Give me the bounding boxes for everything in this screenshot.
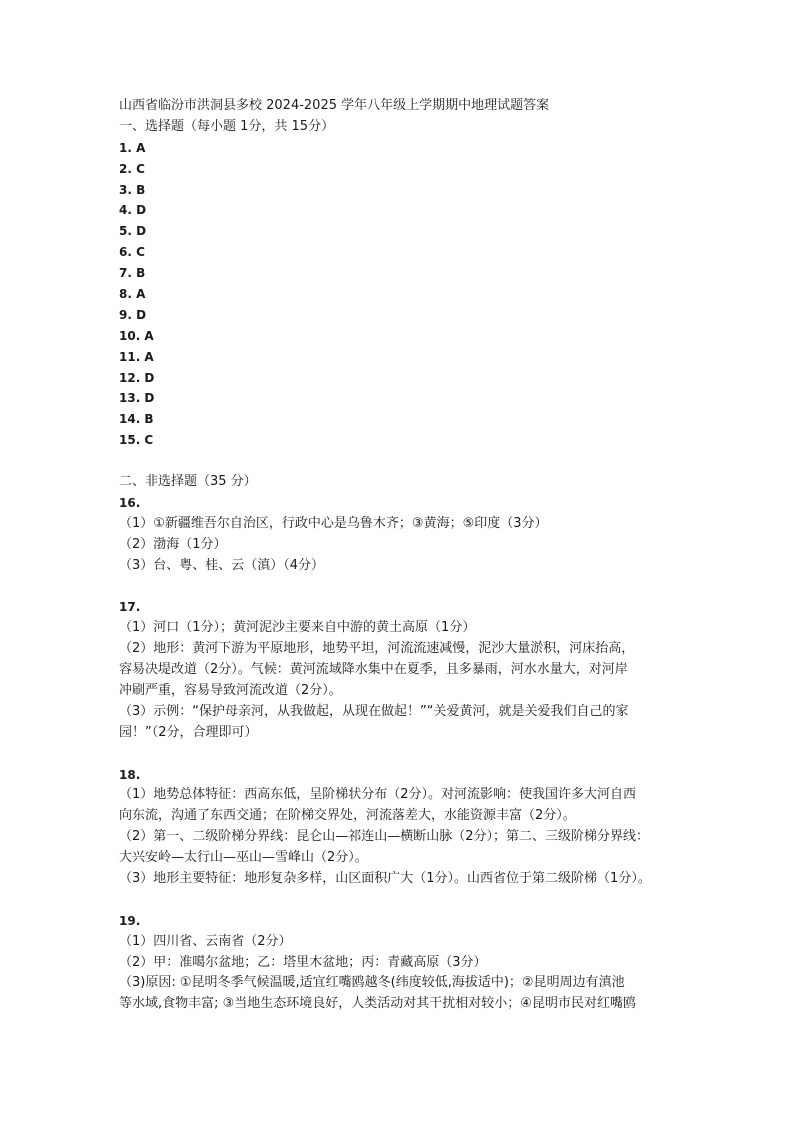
choice-answer: 2. C bbox=[119, 161, 145, 176]
question-18 bbox=[119, 765, 719, 890]
answer-line: 冲刷严重，容易导致河流改道（2分）。 bbox=[119, 682, 342, 698]
answer-line: 园！”（2分，合理即可） bbox=[119, 724, 258, 740]
document-body bbox=[119, 96, 719, 1015]
choice-answer: 15. C bbox=[119, 433, 154, 448]
choice-answer: 12. D bbox=[119, 370, 155, 385]
choice-answer: 4. D bbox=[119, 203, 147, 218]
choice-answer: 9. D bbox=[119, 307, 147, 322]
choice-answer-list bbox=[119, 138, 719, 451]
answer-line: （1）地势总体特征：西高东低，呈阶梯状分布（2分）。对河流影响：使我国许多大河自西 bbox=[119, 787, 637, 803]
answer-line: （3）台、粤、桂、云（滇）（4分） bbox=[119, 557, 325, 573]
answer-line: （1）①新疆维吾尔自治区，行政中心是乌鲁木齐；③黄海；⑤印度（3分） bbox=[119, 515, 548, 531]
answer-line: （3）地形主要特征：地形复杂多样，山区面积广大（1分）。山西省位于第二级阶梯（1分）。 bbox=[119, 870, 651, 886]
spacer bbox=[119, 890, 719, 911]
answer-line: （1）四川省、云南省（2分） bbox=[119, 933, 292, 949]
answer-line: 等水域,食物丰富; ③当地生态环境良好，人类活动对其干扰相对较小；④昆明市民对红嘴鸥 bbox=[119, 996, 636, 1012]
answer-line: （2）渤海（1分） bbox=[119, 536, 227, 552]
answer-line: （1）河口（1分）；黄河泥沙主要来自中游的黄土高原（1分） bbox=[119, 620, 476, 636]
choice-answer: 6. C bbox=[119, 245, 145, 260]
question-16 bbox=[119, 493, 719, 577]
question-19 bbox=[119, 911, 719, 1015]
choice-answer: 11. A bbox=[119, 349, 154, 364]
choice-answer: 5. D bbox=[119, 224, 147, 239]
choice-answer: 8. A bbox=[119, 287, 146, 302]
question-number: 18. bbox=[119, 767, 141, 782]
spacer bbox=[119, 576, 719, 597]
question-17 bbox=[119, 597, 719, 743]
answer-line: （3)原因: ①昆明冬季气候温暖,适宜红嘴鸥越冬(纬度较低,海拔适中)；②昆明周边有滇池 bbox=[119, 975, 625, 991]
answer-line: 大兴安岭—太行山—巫山—雪峰山（2分）。 bbox=[119, 850, 368, 866]
question-number: 17. bbox=[119, 600, 141, 615]
answer-line: （3）示例：“保护母亲河，从我做起，从现在做起！”“关爱黄河，就是关爱我们自己的家 bbox=[119, 703, 629, 719]
answer-line: （2）地形：黄河下游为平原地形，地势平坦，河流流速减慢，泥沙大量淤积，河床抬高， bbox=[119, 641, 635, 657]
choice-answer: 1. A bbox=[119, 140, 146, 155]
spacer bbox=[119, 451, 719, 472]
choice-answer: 10. A bbox=[119, 328, 154, 343]
question-number: 19. bbox=[119, 913, 141, 928]
answer-line: （2）第一、二级阶梯分界线：昆仑山—祁连山—横断山脉（2分）；第二、三级阶梯分界线： bbox=[119, 829, 650, 845]
document-title: 山西省临汾市洪洞县多校 2024-2025 学年八年级上学期期中地理试题答案 bbox=[119, 98, 550, 113]
question-number: 16. bbox=[119, 495, 141, 510]
section-1-heading: 一、选择题（每小题 1分，共 15分） bbox=[119, 118, 335, 134]
choice-answer: 14. B bbox=[119, 412, 154, 427]
choice-answer: 13. D bbox=[119, 391, 155, 406]
section-2-heading: 二、非选择题（35 分） bbox=[119, 474, 257, 490]
answer-line: 向东流，沟通了东西交通；在阶梯交界处，河流落差大，水能资源丰富（2分）。 bbox=[119, 808, 576, 824]
choice-answer: 7. B bbox=[119, 266, 146, 281]
answer-line: （2）甲：准噶尔盆地；乙：塔里木盆地；丙：青藏高原（3分） bbox=[119, 954, 487, 970]
choice-answer: 3. B bbox=[119, 182, 146, 197]
answer-line: 容易决堤改道（2分）。气候：黄河流域降水集中在夏季，且多暴雨，河水水量大，对河岸 bbox=[119, 662, 628, 678]
spacer bbox=[119, 744, 719, 765]
